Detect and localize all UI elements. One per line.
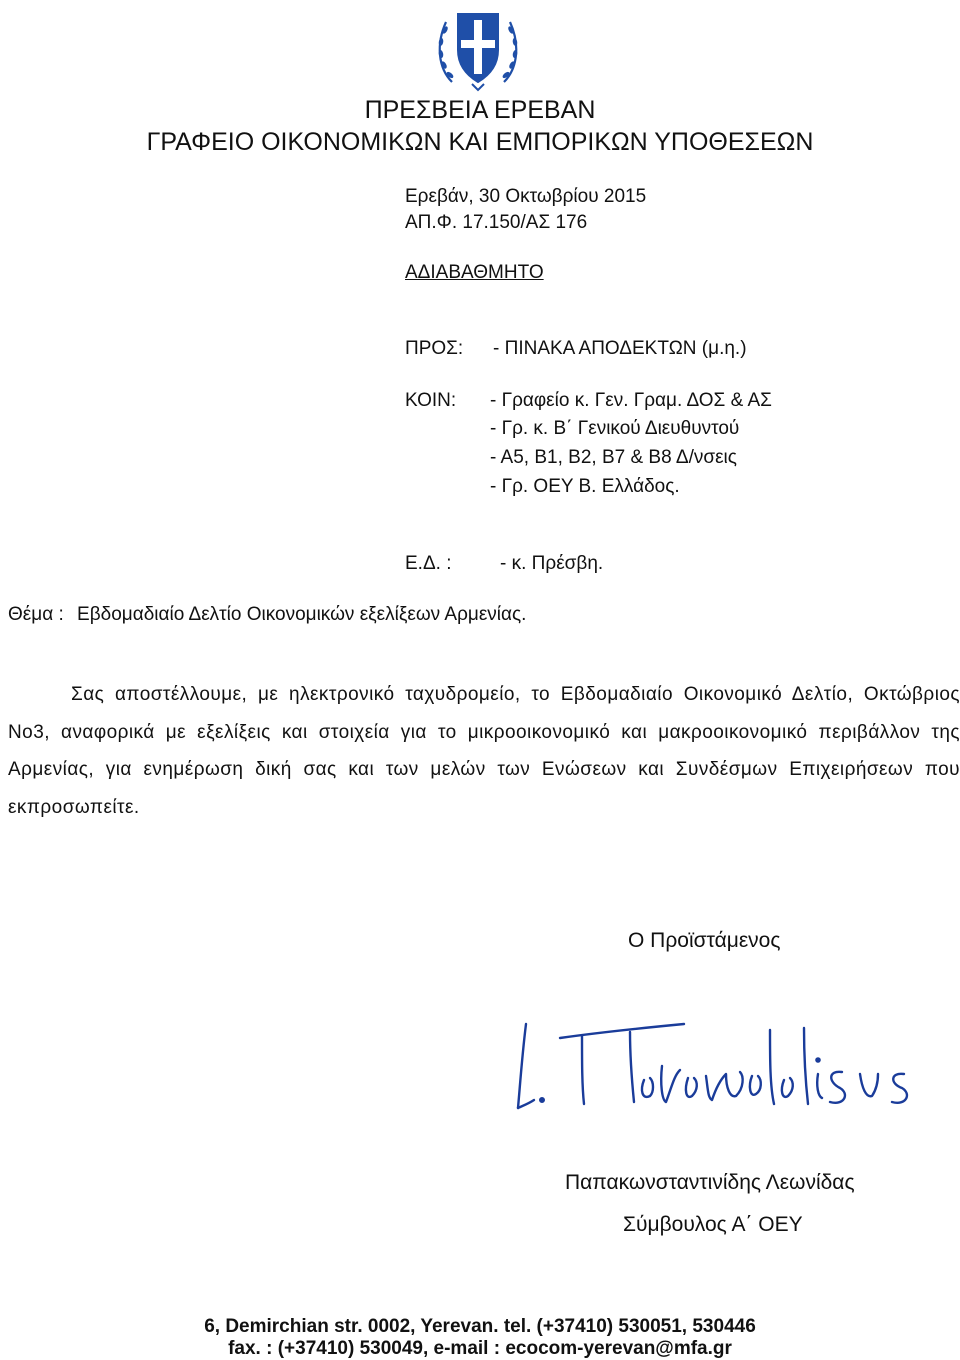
to-label: ΠΡΟΣ: xyxy=(405,338,464,359)
cc-item: - Α5, Β1, Β2, Β7 & Β8 Δ/νσεις xyxy=(490,447,737,468)
to-value: - ΠΙΝΑΚΑ ΑΠΟΔΕΚΤΩΝ (μ.η.) xyxy=(493,338,747,359)
classification: ΑΔΙΑΒΑΘΜΗΤΟ xyxy=(405,262,544,283)
subject-text: Εβδομαδιαίο Δελτίο Οικονομικών εξελίξεων Αρμενίας. xyxy=(77,604,527,625)
signatory-name: Παπακωνσταντινίδης Λεωνίδας xyxy=(565,1171,855,1194)
body-paragraph: Σας αποστέλλουμε, με ηλεκτρονικό ταχυδρομείο, το Εβδομαδιαίο Οικονομικό Δελτίο, Οκτώβριος Νο3, αναφορικά με εξελίξεις και στοιχεία για το μικροοικονομικό και μακροοικονομικό περιβάλλον της Αρμενίας, για ενημέρωση δική σας και των μελών των Ενώσεων και Συνδέσμων Επιχειρήσεων που εκπροσωπείτε. xyxy=(8,684,960,819)
subject-line xyxy=(8,604,526,626)
internal-value: - κ. Πρέσβη. xyxy=(500,553,604,574)
cc-item: - Γρ. ΟΕΥ Β. Ελλάδος. xyxy=(490,476,680,497)
office-name: ΓΡΑΦΕΙΟ ΟΙΚΟΝΟΜΙΚΩΝ ΚΑΙ ΕΜΠΟΡΙΚΩΝ ΥΠΟΘΕΣΕΩΝ xyxy=(146,128,814,156)
signatory-role: Ο Προϊστάμενος xyxy=(628,929,781,952)
cc-item: - Γρ. κ. Β΄ Γενικού Διευθυντού xyxy=(490,418,740,439)
signatory-title: Σύμβουλος Α΄ ΟΕΥ xyxy=(623,1213,803,1236)
place-date: Ερεβάν, 30 Οκτωβρίου 2015 xyxy=(405,186,647,207)
internal-label: Ε.Δ. : xyxy=(405,553,452,574)
footer-contact: fax. : (+37410) 530049, e-mail : ecocom-yerevan@mfa.gr xyxy=(228,1338,732,1359)
handwritten-signature xyxy=(512,1016,928,1122)
greek-coat-of-arms-icon xyxy=(432,4,524,92)
reference-number: ΑΠ.Φ. 17.150/ΑΣ 176 xyxy=(405,212,588,233)
subject-label: Θέμα : xyxy=(8,604,64,625)
cc-label: ΚΟΙΝ: xyxy=(405,390,457,411)
cc-item: - Γραφείο κ. Γεν. Γραμ. ΔΟΣ & ΑΣ xyxy=(490,390,772,411)
footer-address: 6, Demirchian str. 0002, Yerevan. tel. (+37410) 530051, 530446 xyxy=(204,1316,756,1337)
embassy-name: ΠΡΕΣΒΕΙΑ ΕΡΕΒΑΝ xyxy=(364,96,596,124)
